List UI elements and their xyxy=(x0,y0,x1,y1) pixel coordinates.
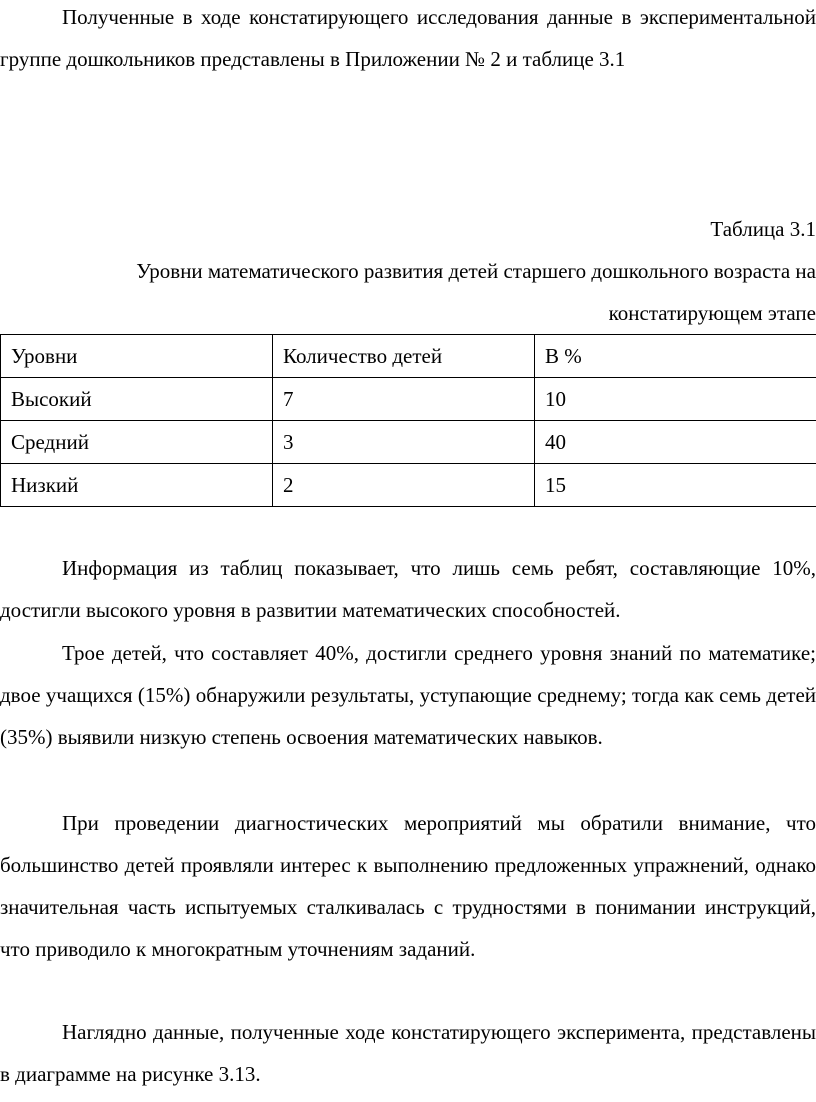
table-row xyxy=(1,421,816,464)
cell-level: Низкий xyxy=(1,464,273,507)
levels-table xyxy=(0,334,816,507)
body-paragraph: При проведении диагностических мероприятий мы обратили внимание, что большинство детей проявляли интерес к выполнению предложенных упражнений, однако значительная часть испытуемых сталкивалась с трудностями в понимании инструкций, что приводило к многократным уточнениям заданий. xyxy=(0,811,816,961)
header-percent: В % xyxy=(535,335,816,378)
table-caption: Уровни математического развития детей старшего дошкольного возраста на констатирующем этапе xyxy=(136,259,816,325)
cell-count: 7 xyxy=(273,378,535,421)
body-paragraph: Информация из таблиц показывает, что лишь семь ребят, составляющие 10%, достигли высокого уровня в развитии математических способностей. xyxy=(0,556,816,622)
cell-percent: 40 xyxy=(535,421,816,464)
header-children-count: Количество детей xyxy=(273,335,535,378)
body-paragraph: Наглядно данные, полученные ходе констатирующего эксперимента, представлены в диаграмме на рисунке 3.13. xyxy=(0,1020,816,1086)
cell-level: Средний xyxy=(1,421,273,464)
table-label: Таблица 3.1 xyxy=(710,217,816,241)
cell-level: Высокий xyxy=(1,378,273,421)
header-levels: Уровни xyxy=(1,335,273,378)
table-row xyxy=(1,378,816,421)
intro-paragraph: Полученные в ходе констатирующего исследования данные в экспериментальной группе дошкольников представлены в Приложении № 2 и таблице 3.1 xyxy=(0,5,816,71)
cell-percent: 10 xyxy=(535,378,816,421)
table-header-row xyxy=(1,335,816,378)
cell-count: 2 xyxy=(273,464,535,507)
cell-percent: 15 xyxy=(535,464,816,507)
cell-count: 3 xyxy=(273,421,535,464)
body-paragraph: Трое детей, что составляет 40%, достигли среднего уровня знаний по математике; двое учащихся (15%) обнаружили результаты, уступающие среднему; тогда как семь детей (35%) выявили низкую степень освоения математических навыков. xyxy=(0,641,816,749)
table-row xyxy=(1,464,816,507)
